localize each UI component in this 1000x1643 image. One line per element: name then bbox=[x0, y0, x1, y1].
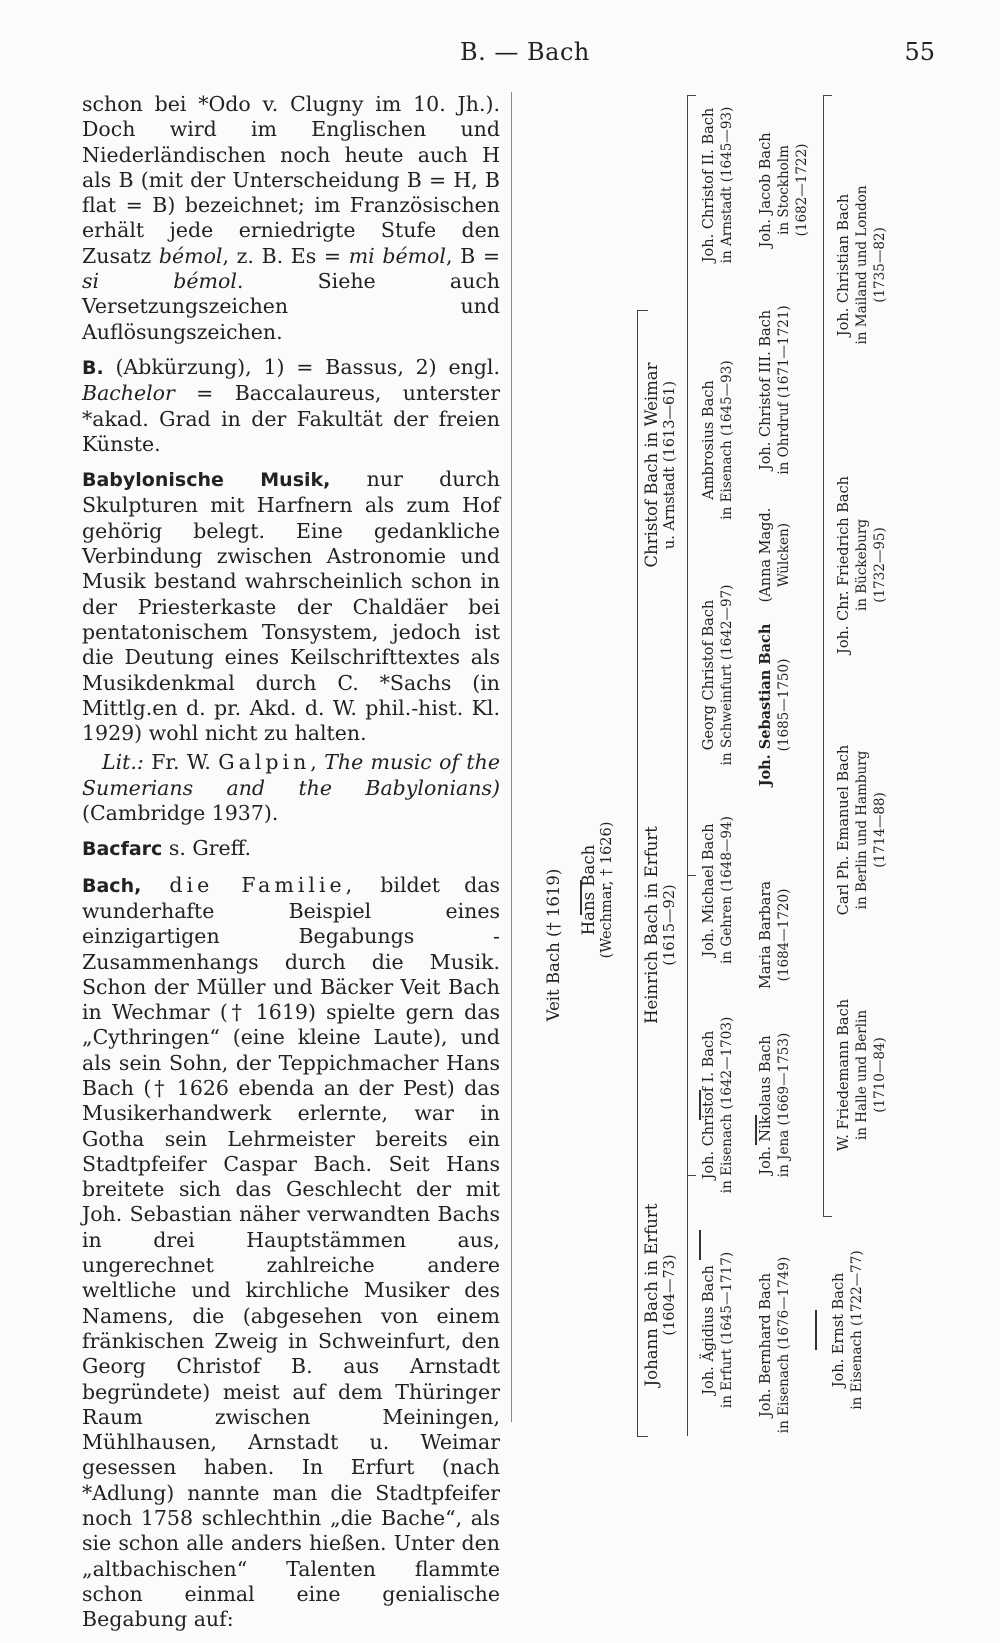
node-maria-barbara: Maria Barbara (1684—1720) bbox=[758, 880, 792, 990]
entry-bach: Bach, die Familie, bildet das wunderhafte Beispiel eines einzigartigen Begabungs - Zusammenhangs durch die Musik. Schon der Müller und Bäcker Veit Bach in Wechmar († 1619) spielte gern das „Cythringen“ (eine kleine Laute), und als sein Sohn, der Teppichmacher Hans Bach († 1626 ebenda an der Pest) das Musikerhandwerk erlernte, war in Gotha sein Lehrmeister bereits ein Stadtpfeifer Caspar Bach. Seit Hans breitete sich das Geschlecht der mit Joh. Sebastian näher verwandten Bachs in drei Hauptstämmen aus, ungerechnet zahlreiche andere weltliche und kirchliche Musiker des Namens, die (abgesehen von einem fränkischen Zweig in Schweinfurt, den Georg Christof B. aus Arnstadt begründete) meist auf dem Thüringer Raum zwischen Meiningen, Mühlhausen, Arnstadt u. Weimar gesessen haben. In Erfurt (nach *Adlung) nannte man die Stadtpfeifer noch 1758 schlechthin „die Bache“, als sie schon alle anders hießen. Unter den „altbachischen“ Talenten flammte schon einmal eine genialische Begabung auf: bbox=[82, 872, 500, 1632]
article-column bbox=[82, 92, 500, 1643]
bach-family-tree bbox=[525, 80, 985, 1440]
node-bernhard-bach: Joh. Bernhard Bach in Eisenach (1676—1749) bbox=[758, 1256, 792, 1434]
node-emanuel-bach: Carl Ph. Emanuel Bach in Berlin und Hamburg (1714—88) bbox=[836, 744, 888, 916]
node-michael-bach: Joh. Michael Bach in Gehren (1648—94) bbox=[701, 816, 735, 964]
node-jacob-bach: Joh. Jacob Bach in Stockholm (1682—1722) bbox=[758, 132, 810, 248]
node-ernst-bach: Joh. Ernst Bach in Eisenach (1722—77) bbox=[831, 1250, 865, 1410]
lemma-b: B. bbox=[82, 356, 104, 379]
literature-reference: Lit.: Fr. W. Galpin, The music of the Sumerians and the Babylonians) (Cambridge 1937). bbox=[82, 750, 500, 826]
node-ambrosius-bach: Ambrosius Bach in Eisenach (1645—93) bbox=[701, 360, 735, 520]
node-friedemann-bach: W. Friedemann Bach in Halle und Berlin (1710—84) bbox=[836, 998, 888, 1152]
lemma-bach: Bach, bbox=[82, 874, 142, 897]
node-christof3-bach: Joh. Christof III. Bach in Ohrdruf (1671—1721) bbox=[758, 305, 792, 475]
entry-babylonische-musik: Babylonische Musik, nur durch Skulpturen mit Harfnern als zum Hof gehörig belegt. Eine gedankliche Verbindung zwischen Astronomie und Musik bestand wahrscheinlich schon in der Priesterkaste der Chaldäer bei pentatonischem Tonsystem, jedoch ist die Deutung eines Keilschrifttextes als Musikdenkmal durch C. *Sachs (in Mittlg.en d. pr. Akd. d. W. phil.-hist. Kl. 1929) wohl nicht zu halten. bbox=[82, 467, 500, 746]
running-head: B. — Bach bbox=[460, 38, 590, 66]
node-hans-bach: Hans Bach (Wechmar, † 1626) bbox=[579, 821, 615, 959]
node-christof2-bach: Joh. Christof II. Bach in Arnstadt (1645—93) bbox=[701, 106, 735, 264]
lemma-bacfarc: Bacfarc bbox=[82, 838, 163, 861]
node-georg-christof-bach: Georg Christof Bach in Schweinfurt (1642—97) bbox=[701, 584, 735, 766]
entry-b-abbreviation: B. (Abkürzung), 1) = Bassus, 2) engl. Bachelor = Baccalaureus, unterster *akad. Grad in der Fakultät der freien Künste. bbox=[82, 354, 500, 456]
brace-christof-sons bbox=[687, 95, 696, 876]
brace-sebastian-children bbox=[823, 95, 832, 1217]
node-friedrich-bach: Joh. Chr. Friedrich Bach in Bückeburg (1732—95) bbox=[836, 476, 888, 654]
node-christof-bach: Christof Bach in Weimar u. Arnstadt (1613—61) bbox=[642, 362, 678, 568]
node-nikolaus-bach: Joh. Nikolaus Bach in Jena (1669—1753) bbox=[758, 1032, 792, 1178]
node-johann-bach: Johann Bach in Erfurt (1604—73) bbox=[642, 1203, 678, 1387]
node-heinrich-bach: Heinrich Bach in Erfurt (1615—92) bbox=[642, 826, 678, 1024]
node-christian-bach: Joh. Christian Bach in Mailand und London (1735—82) bbox=[836, 185, 888, 345]
brace-johann-sons bbox=[687, 1175, 696, 1436]
connector-ernst bbox=[815, 1310, 817, 1350]
column-rule bbox=[511, 92, 512, 1422]
brace-heinrich-sons bbox=[687, 875, 696, 1176]
node-sebastian-bach: Joh. Sebastian Bach (1685—1750) bbox=[757, 623, 792, 787]
node-veit-bach: Veit Bach († 1619) bbox=[544, 868, 563, 1022]
entry-bacfarc: Bacfarc s. Greff. bbox=[82, 836, 252, 861]
page-number: 55 bbox=[904, 38, 935, 66]
lemma-babylonische-musik: Babylonische Musik, bbox=[82, 469, 331, 492]
node-christof1-bach: Joh. Christof I. Bach in Eisenach (1642—1703) bbox=[701, 1016, 735, 1194]
node-anna-magdalena: (Anna Magd. Wülcken) bbox=[758, 507, 792, 603]
paragraph-b-notation: schon bei *Odo v. Clugny im 10. Jh.). Doch wird im Englischen und Niederländischen noch heute auch H als B (mit der Unterscheidung B = H, B flat = B) bezeichnet; im Französischen erhält jede erniedrigte Stufe den Zusatz bémol, z. B. Es = mi bémol, B = si bémol. Siehe auch Versetzungszeichen und Auflösungszeichen. bbox=[82, 92, 501, 344]
node-aegidius-bach: Joh. Ägidius Bach in Erfurt (1645—1717) bbox=[701, 1251, 735, 1409]
page-header bbox=[0, 36, 1000, 76]
